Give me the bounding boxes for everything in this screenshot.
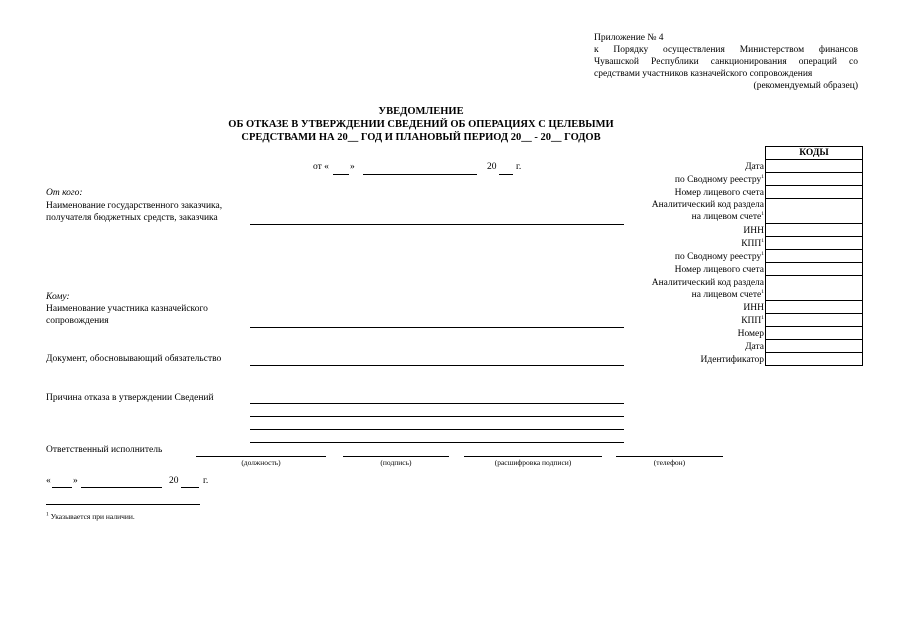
from-name-label: Наименование государственного заказчика,: [46, 201, 223, 211]
code-label-identifier: Идентификатор: [700, 355, 764, 365]
appendix-sample-note: (рекомендуемый образец): [753, 81, 858, 91]
from-name-label: получателя бюджетных средств, заказчика: [46, 213, 218, 223]
appendix-line: средствами участников казначейского сопровождения: [594, 69, 813, 79]
appendix-number: Приложение № 4: [594, 33, 664, 43]
code-label-analytic-account: на лицевом счете$^1$: [691, 288, 764, 300]
code-cell-number[interactable]: [766, 327, 862, 340]
code-cell-registry[interactable]: [766, 173, 862, 186]
reason-input-line[interactable]: [250, 403, 624, 404]
phone-input-line[interactable]: [616, 456, 723, 457]
document-title: [150, 105, 692, 144]
month-input-line[interactable]: [363, 174, 477, 175]
signature-input-line[interactable]: [343, 456, 449, 457]
code-label-registry: по Сводному реестру$^1$: [674, 250, 764, 262]
code-cell-kpp[interactable]: [766, 237, 862, 250]
signature-decoding-input-line[interactable]: [464, 456, 602, 457]
title-line: СРЕДСТВАМИ НА 20__ ГОД И ПЛАНОВЫЙ ПЕРИОД 20__ - 20__ ГОДОВ: [241, 132, 601, 143]
from-label: От кого:: [46, 188, 83, 198]
executor-label: Ответственный исполнитель: [46, 445, 163, 455]
code-label-kpp: КПП$^1$: [741, 237, 764, 249]
title-line: УВЕДОМЛЕНИЕ: [378, 106, 464, 117]
from-name-input-line[interactable]: [250, 224, 624, 225]
code-label-kpp: КПП$^1$: [741, 314, 764, 326]
reason-label: Причина отказа в утверждении Сведений: [46, 393, 214, 403]
phone-caption: (телефон): [653, 458, 686, 467]
code-label-analytic: Аналитический код раздела: [651, 278, 764, 288]
appendix-line: к Порядку осуществления Министерством финансов: [594, 45, 858, 55]
date-quote-close: »: [350, 162, 355, 172]
position-input-line[interactable]: [196, 456, 326, 457]
code-label-account: Номер лицевого счета: [674, 188, 764, 198]
reason-input-line[interactable]: [250, 429, 624, 430]
code-cell-account[interactable]: [766, 263, 862, 276]
year-input-line[interactable]: [499, 174, 513, 175]
codes-table: [765, 146, 863, 366]
reason-input-line[interactable]: [250, 442, 624, 443]
document-input-line[interactable]: [250, 365, 624, 366]
code-label-inn: ИНН: [743, 226, 764, 236]
footnote: [46, 512, 135, 521]
code-cell-kpp[interactable]: [766, 314, 862, 327]
position-caption: (должность): [241, 458, 281, 467]
to-name-label: Наименование участника казначейского: [46, 304, 208, 314]
bottom-month-input-line[interactable]: [81, 487, 162, 488]
signature-decoding-caption: (расшифровка подписи): [494, 458, 572, 467]
code-cell-inn[interactable]: [766, 301, 862, 314]
code-cell-identifier[interactable]: [766, 353, 862, 366]
to-name-label: сопровождения: [46, 316, 109, 326]
code-label-number: Номер: [737, 329, 764, 339]
codes-header: КОДЫ: [766, 147, 862, 160]
footnote-mark: 1: [46, 511, 49, 518]
code-label-analytic: Аналитический код раздела: [651, 200, 764, 210]
code-cell-registry[interactable]: [766, 250, 862, 263]
code-label-account: Номер лицевого счета: [674, 265, 764, 275]
reason-input-line[interactable]: [250, 416, 624, 417]
code-cell-date[interactable]: [766, 340, 862, 353]
appendix-line: Чувашской Республики санкционирования операций со: [594, 57, 858, 67]
title-line: ОБ ОТКАЗЕ В УТВЕРЖДЕНИИ СВЕДЕНИЙ ОБ ОПЕРАЦИЯХ С ЦЕЛЕВЫМИ: [228, 119, 614, 130]
date-from-label: от «: [313, 162, 329, 172]
code-cell-analytic[interactable]: [766, 199, 862, 224]
bottom-year-prefix: 20: [169, 476, 179, 486]
date-year-prefix: 20: [487, 162, 497, 172]
appendix-block: [594, 32, 858, 92]
bottom-year-input-line[interactable]: [181, 487, 199, 488]
code-cell-inn[interactable]: [766, 224, 862, 237]
document-label: Документ, обосновывающий обязательство: [46, 354, 222, 364]
code-label-registry: по Сводному реестру$^1$: [674, 173, 764, 185]
to-label: Кому:: [46, 292, 70, 302]
bottom-year-suffix: г.: [203, 476, 209, 486]
day-input-line[interactable]: [333, 174, 349, 175]
code-cell-date[interactable]: [766, 160, 862, 173]
footnote-text: Указывается при наличии.: [48, 512, 135, 521]
date-year-suffix: г.: [516, 162, 522, 172]
code-label-inn: ИНН: [743, 303, 764, 313]
signature-caption: (подпись): [380, 458, 412, 467]
code-label-date: Дата: [745, 162, 764, 172]
bottom-date-close: »: [73, 476, 78, 486]
to-name-input-line[interactable]: [250, 327, 624, 328]
bottom-date-open: «: [46, 476, 51, 486]
code-cell-account[interactable]: [766, 186, 862, 199]
footnote-separator: [46, 504, 200, 505]
bottom-day-input-line[interactable]: [52, 487, 72, 488]
code-cell-analytic[interactable]: [766, 276, 862, 301]
code-label-analytic-account: на лицевом счете$^1$: [691, 210, 764, 222]
code-label-date: Дата: [745, 342, 764, 352]
